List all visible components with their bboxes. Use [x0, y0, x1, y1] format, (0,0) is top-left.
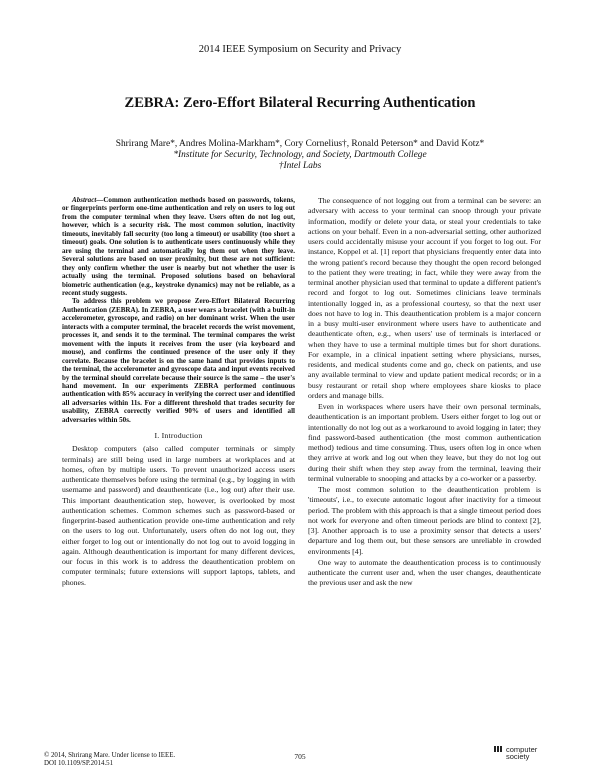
computer-society-logo — [494, 745, 556, 769]
conference-header: 2014 IEEE Symposium on Security and Privacy — [198, 44, 402, 55]
right-paragraph-4: One way to automate the deauthentication process is to continuously authenticate the current user and, when the user changes, deauthenticate the previous user and ask the new — [308, 557, 541, 588]
left-column — [62, 196, 295, 588]
abstract-label: Abstract — [72, 196, 97, 204]
abstract-paragraph-2: To address this problem we propose Zero-Effort Bilateral Recurring Authentication (ZEBRA). In ZEBRA, a user wears a bracelet (with a built-in accelerometer, gyroscope, and radio) on her dominant wrist. When the user interacts with a computer terminal, the bracelet records the wrist movement, processes it, and sends it to the terminal. The terminal compares the wrist movement with the inputs it receives from the user (via keyboard and mouse), and confirms the continued presence of the user only if they correlate. Because the bracelet is on the same hand that provides inputs to the terminal, the accelerometer and gyroscope data and input events received by the terminal should correlate because their source is the same – the user's hand movement. In our experiments ZEBRA performed continuous authentication with 85% accuracy in verifying the correct user and identified all adversaries within 11s. For a different threshold that trades security for usability, ZEBRA correctly verified 90% of users and identified all adversaries within 50s. — [62, 297, 295, 424]
logo-text: computer society — [506, 745, 538, 761]
affiliation-dartmouth: *Institute for Security, Technology, and Society, Dartmouth College — [173, 149, 427, 160]
right-paragraph-2: Even in workspaces where users have their own personal terminals, deauthentication is an important problem. Users either forget to log out or intentionally do not log out as a workaround to avoid logging in later; they find password-based authentication (the most common authentication method) tedious and time consuming. Thus, users often log in once when they arrive at work and log out when they leave, but they do not log out during their shift when they step away from the terminal, leaving their terminal vulnerable to snooping and attacks by a co-worker or a passerby. — [308, 402, 541, 483]
page-number: 705 — [294, 752, 306, 761]
right-paragraph-1: The consequence of not logging out from a terminal can be severe: an adversary with access to your terminal can snoop through your private information, modify or delete your data, or steal your credentials to take actions on your behalf. Even in a non-adversarial setting, other authorized users could accidentally misuse your account if you forget to log out. For instance, Koppel et al. [1] report that physicians frequently enter data into the wrong patient's record because they thought the open record belonged to the patient they were treating; in fact, while they were away from the terminal another physician used that terminal to update a different patient's record and forgot to log out. Sometimes clinicians leave terminals intentionally logged in, as a professional courtesy, so that the next user does not have to log in. This deauthentication problem is a major concern in a busy multi-user environment where users have to authenticate and deauthenticate often, e.g., when users' use of terminals is interlaced or when they have to use a terminal multiple times but for short durations. For example, in a clinical inpatient setting where physicians, nurses, residents, and medical students come and go, check on patients, and use any available terminal to view and update patient medical records; or in a busy restaurant or retail shop where employees share kiosks to place orders and manage bills. — [308, 196, 541, 400]
right-paragraph-3: The most common solution to the deauthentication problem is 'timeouts', i.e., to execute automatic logout after inactivity for a timeout period. The problem with this approach is that a single timeout period does not work for everyone and often timeout periods are blind to context [2], [3]. Another approach is to use a proximity sensor that detects a users' departure and log them out, but these sensors are unreliable in crowded environments [4]. — [308, 485, 541, 556]
copyright-notice: © 2014, Shrirang Mare. Under license to IEEE. — [44, 752, 176, 759]
intro-paragraph-1: Desktop computers (also called computer terminals or simply terminals) are still being used in large numbers at workplaces and at homes, often by multiple users. To prevent unauthorized access users authenticate themselves before using the terminal (e.g., by logging in with username and password) and deauthenticate (i.e., log out) after their use. This important deauthentication step, however, is overlooked by most authentication schemes. Common schemes such as password-based or fingerprint-based authentication provide one-time authentication and rely on the users to log out. Unfortunately, users often do not log out, they either forget to log out or intentionally do not log out to avoid logging in again. Although deauthentication is important for many different devices, our focus in this work is to address the deauthentication problem on computer terminals; future extensions will support laptops, tablets, and phones. — [62, 444, 295, 587]
author-block — [0, 139, 600, 171]
paper-title: ZEBRA: Zero-Effort Bilateral Recurring Authentication — [124, 95, 476, 111]
doi: DOI 10.1109/SP.2014.51 — [44, 760, 114, 767]
author-list: Shrirang Mare*, Andres Molina-Markham*, Cory Cornelius†, Ronald Peterson* and David Kotz* — [115, 139, 485, 149]
section-heading-introduction: I. Introduction — [154, 431, 203, 441]
logo-bars-icon — [494, 745, 503, 754]
abstract-paragraph-1: Abstract—Common authentication methods based on passwords, tokens, or fingerprints perform one-time authentication and rely on users to log out from the computer terminal when they leave. Users often do not log out, however, which is a security risk. The most common solution, inactivity timeouts, inevitably fall security (too long a timeout) or usability (too short a timeout) goals. One solution is to authenticate users continuously while they are using the terminal and automatically log them out when they leave. Several solutions are based on user proximity, but these are not sufficient: they only confirm whether the user is nearby but not whether the user is actually using the terminal. Proposed solutions based on behavioral biometric authentication (e.g., keystroke dynamics) may not be reliable, as a recent study suggests. — [62, 196, 295, 297]
affiliation-intel: †Intel Labs — [278, 160, 322, 171]
abstract — [62, 196, 295, 424]
right-column — [308, 196, 541, 590]
